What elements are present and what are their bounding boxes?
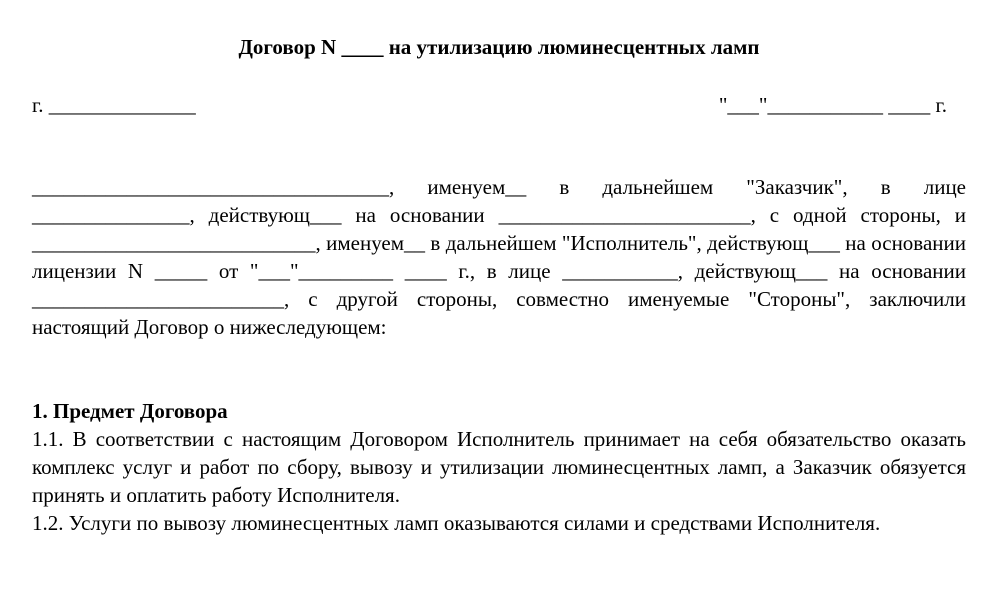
preamble-paragraph: __________________________________, именуем__ в дальнейшем "Заказчик", в лице _______________, действующ___ на основании ________________________, с одной стороны, и ___________________________, именуем__ в дальнейшем "Исполнитель", действующ___ на основании лицензии N _____ от "___"_________ ____ г., в лице ___________, действующ___ на основании ________________________, с другой стороны, совместно именуемые "Стороны", заключили настоящий Договор о нижеследующем:	[32, 175, 966, 339]
section-title-subject: 1. Предмет Договора	[32, 399, 228, 423]
clause-1-1: 1.1. В соответствии с настоящим Договором Исполнитель принимает на себя обязательство оказать комплекс услуг и работ по сбору, вывозу и утилизации люминесцентных ламп, а Заказчик обязуется принять и оплатить работу Исполнителя.	[32, 427, 966, 507]
contract-place: г. ______________	[32, 93, 196, 117]
contract-date: "___"___________ ____ г.	[718, 93, 947, 117]
document-title: Договор N ____ на утилизацию люминесцентных ламп	[238, 35, 760, 59]
clause-1-2: 1.2. Услуги по вывозу люминесцентных ламп оказываются силами и средствами Исполнителя.	[32, 511, 881, 535]
